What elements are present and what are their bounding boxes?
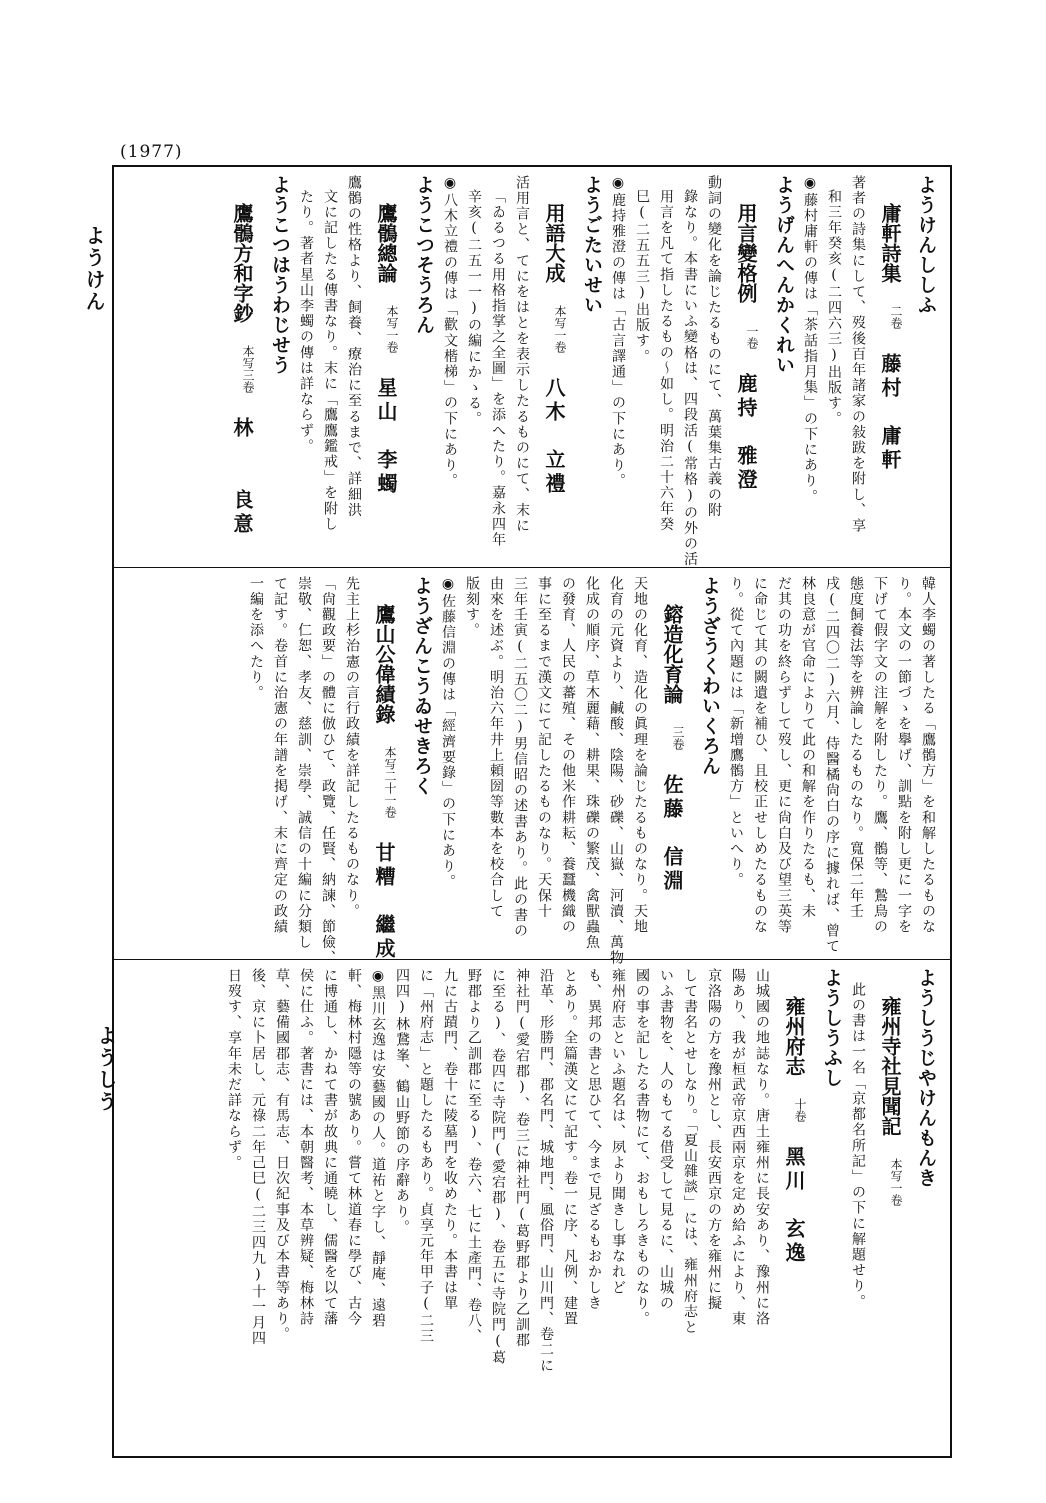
entry-volumes: 一卷 [745,325,759,349]
entry-title-line [372,175,401,497]
entry-text-line: も、異邦の書と思ひて、今まで見ざるもおかしき [586,968,602,1312]
entry-author: 林 良意 [230,417,254,537]
entry-text-line: 態度飼養法等を辨論したるものなり。寬保二年壬 [848,576,864,920]
entry-title: 用語大成 [542,203,566,283]
entry-heading: ようしうふし [821,968,843,1088]
entry-author: 鹿持 雅澄 [734,373,758,493]
entry-author: 星山 李蠋 [374,377,398,497]
section-2 [114,568,950,966]
entry-text-line: 先主上杉治憲の言行政績を詳記したるものなり。 [344,576,360,920]
entry-text-line: 版刻す。 [464,576,480,639]
entry-text-line: り。從て內題には「新增鷹鶻方」といへり。 [728,576,744,888]
entry-text-line: ◉鹿持雅澄の傳は「古言譯通」の下にあり。 [610,175,626,489]
entry-title-line [732,175,761,493]
entry-volumes: 三卷 [671,726,685,750]
entry-text-line: て記す。卷首に治憲の年譜を掲げ、末に齊定の政績 [272,576,288,935]
entry-text-line: 動詞の變化を論じたるものにて、萬葉集古義の附 [706,175,722,519]
section-1 [114,167,950,567]
entry-title-line [370,576,399,962]
entry-heading: ようごたいせい [581,175,603,315]
entry-text-line: 崇敬、仁恕、孝友、慈訓、崇學、誠信の十編に分類し [296,576,312,951]
entry-text-line: に命じて其の闕遺を補ひ、且校正せしめたるものな [752,576,768,935]
entry-volumes: 二卷 [889,305,903,329]
entry-text-line: 「ゐるつる用格指掌之全圖」を添へたり。嘉永四年 [490,189,506,548]
entry-heading: ようこつそうろん [413,175,435,335]
entry-text-line: 神社門(愛宕郡)、卷三に神社門(葛野郡より乙訓郡 [514,968,530,1349]
entry-text-line: 事に至るまで漢文にて記したるものなり。天保十 [536,576,552,920]
entry-text-line: たり。著者星山李蠋の傳は詳ならず。 [298,189,314,455]
entry-text-line: 辛亥(二五一一)の編にかゝる。 [466,189,482,427]
entry-text-line: 文に記したる傳書なり。末に「鷹鷹鑑戒」を附し [322,189,338,533]
entry-volumes: 本写三卷 [241,345,255,393]
entry-text-line: ◉八木立禮の傳は「歡文楷梯」の下にあり。 [442,175,458,489]
entry-heading: ようけんししふ [915,175,937,315]
entry-author: 八木 立禮 [542,377,566,497]
entry-text-line: 侯に仕ふ。著書には、本朝醫考、本草辨疑、梅林詩 [298,968,314,1327]
entry-text-line: 日歿す、享年未だ詳ならず。 [226,968,242,1171]
entry-text-line: 用言を凡て指したるもの～如し。明治二十六年癸 [658,189,674,533]
entry-heading: ようこつはうわじせう [269,175,291,375]
entry-text-line: とあり。全篇漢文にて記す。卷一に序、凡例、建置 [562,968,578,1327]
entry-text-line: 韓人李蠋の著したる「鷹鶻方」を和解したるものな [920,576,936,935]
entry-text-line: 天地の化育、造化の眞理を論じたるものなり。天地 [632,576,648,935]
entry-title: 雍州府志 [782,996,806,1076]
entry-title-line [876,175,905,473]
entry-text-line: に「州府志」と題したるもあり。貞享元年甲子(二三 [418,968,434,1345]
entry-text-line: ◉藤村庸軒の傳は「茶話指月集」の下にあり。 [802,175,818,505]
margin-label-top: ようけん [82,225,106,313]
entry-heading: ようざうくわいくろん [699,576,721,776]
entry-title: 鷹鶻總論 [374,203,398,283]
entry-heading: ようしうじやけんもんき [915,968,937,1188]
entry-text-line: 戌(二四〇二)六月、侍醫橘尙白の序に據れば、曾て [824,576,840,955]
entry-author: 黑川 玄逸 [782,1146,806,1266]
entry-text-line: 山城國の地誌なり。唐土雍州に長安あり、豫州に洛 [754,968,770,1327]
entry-title: 鎔造化育論 [660,604,684,704]
entry-text-line: ◉黑川玄逸は安藝國の人。道祐と字し、靜庵、遠碧 [370,968,386,1329]
entry-volumes: 十卷 [793,1098,807,1122]
entry-title: 鷹山公偉績錄 [372,604,396,724]
entry-text-line: 軒、梅林村隱等の號あり。嘗て林道春に學び、古今 [346,968,362,1327]
entry-title-line [658,576,687,894]
entry-text-line: 京洛陽の方を豫州とし、長安西京の方を雍州に擬 [706,968,722,1312]
entry-text-line: に博通し、かねて書が故典に通曉し、儒醫を以て藩 [322,968,338,1327]
entry-text-line: 此の書は一名「京都名所記」の下に解題せり。 [850,982,866,1310]
entry-title-line [228,175,257,537]
entry-text-line: 一編を添へたり。 [248,576,264,701]
entry-volumes: 本写二十一卷 [383,746,397,818]
entry-text-line: ◉佐藤信淵の傳は「經濟要錄」の下にあり。 [440,576,456,890]
entry-text-line: 由來を述ぶ。明治六年井上頼圀等數本を校合して [488,576,504,920]
entry-text-line: の發育、人民の蕃殖、その他米作耕耘、養蠶機織の [560,576,576,935]
entry-text-line: 和三年癸亥(二四六三)出版す。 [826,189,842,427]
entry-text-line: 國の事を記したる書物にて、おもしろきものなり。 [634,968,650,1327]
entry-text-line: 化育の元資より、鹹酸、陰陽、砂礫、山嶽、河瀆、萬物 [608,576,624,966]
entry-author: 佐藤 信淵 [660,774,684,894]
dictionary-page-frame [112,165,952,1458]
entry-text-line: 三年壬寅(二五〇二)男信昭の述書あり。此の書の [512,576,528,939]
page-number: (1977) [120,142,183,162]
entry-text-line: 錄なり。本書にいふ變格は、四段活(常格)の外の活 [682,189,698,568]
entry-author: 藤村 庸軒 [878,353,902,473]
entry-text-line: して書名とせしなり。「夏山雜談」には、雍州府志と [682,968,698,1336]
entry-text-line: 後、京に卜居し、元祿二年己巳(二三四九)十一月四 [250,968,266,1347]
entry-text-line: 雍州府志といふ題名は、夙より聞きし事なれど [610,968,626,1296]
margin-label-bottom: ようしう [94,1025,118,1113]
entry-author: 甘糟 繼成 [372,842,396,962]
entry-text-line: 鷹鶻の性格より、飼養、療治に至るまで、詳細洪 [346,175,362,519]
entry-text-line: に至る)、卷四に寺院門(愛宕郡)、卷五に寺院門(葛 [490,968,506,1366]
entry-text-line: り。本文の一節づゝを擧げ、訓點を附し更に一字を [896,576,912,935]
entry-text-line: いふ書物を、人のもてる借受して見るに、山城の [658,968,674,1312]
entry-text-line: 巳(二五五三)出版す。 [634,189,650,365]
entry-text-line: 林良意が官命によりて此の和解を作りたるも、未 [800,576,816,920]
entry-text-line: 沿革、形勝門、郡名門、城地門、風俗門、山川門、卷二に [538,968,554,1374]
entry-title-line [540,175,569,497]
entry-title: 用言變格例 [734,203,758,303]
entry-volumes: 本写一卷 [385,305,399,353]
entry-text-line: 化成の順序、草木麗藉、耕果、珠礫の繁茂、禽獸蟲魚 [584,576,600,951]
entry-text-line: 陽あり、我が桓武帝京西兩京を定め給ふにより、東 [730,968,746,1327]
entry-title: 鷹鶻方和字鈔 [230,203,254,323]
entry-text-line: 活用言と、てにをはとを表示したるものにて、末に [514,175,530,534]
entry-text-line: 「尙觀政要」の體に倣ひて、政覽、任賢、納諫、節儉、 [320,576,336,966]
entry-text-line: 四四)林鵞峯、鶴山野節の序辭あり。 [394,968,410,1236]
section-3 [114,960,950,1456]
entry-title-line [780,968,809,1266]
entry-text-line: 草、藝備國郡志、有馬志、日次紀事及び本書等あり。 [274,968,290,1343]
entry-text-line: 野郡より乙訓郡に至る)、卷六、七に土產門、卷八、 [466,968,482,1345]
entry-text-line: 著者の詩集にして、歿後百年諸家の敍跋を附し、享 [850,175,866,534]
entry-heading: ようざんこうゐせきろく [411,576,433,796]
entry-volumes: 本写一卷 [889,1158,903,1206]
entry-text-line: だ其の功を終らずして歿し、更に尙白及び望三英等 [776,576,792,935]
entry-text-line: 下げて假字文の注解を附したり。鷹、鶻等、鷙鳥の [872,576,888,935]
entry-title: 庸軒詩集 [878,203,902,283]
entry-text-line: 九に古蹟門、卷十に陵墓門を收めたり。本書は單 [442,968,458,1312]
entry-volumes: 本写一卷 [553,305,567,353]
entry-title: 雍州寺社見聞記 [878,996,902,1136]
entry-title-line [876,968,905,1206]
entry-heading: ようげんへんかくれい [773,175,795,375]
